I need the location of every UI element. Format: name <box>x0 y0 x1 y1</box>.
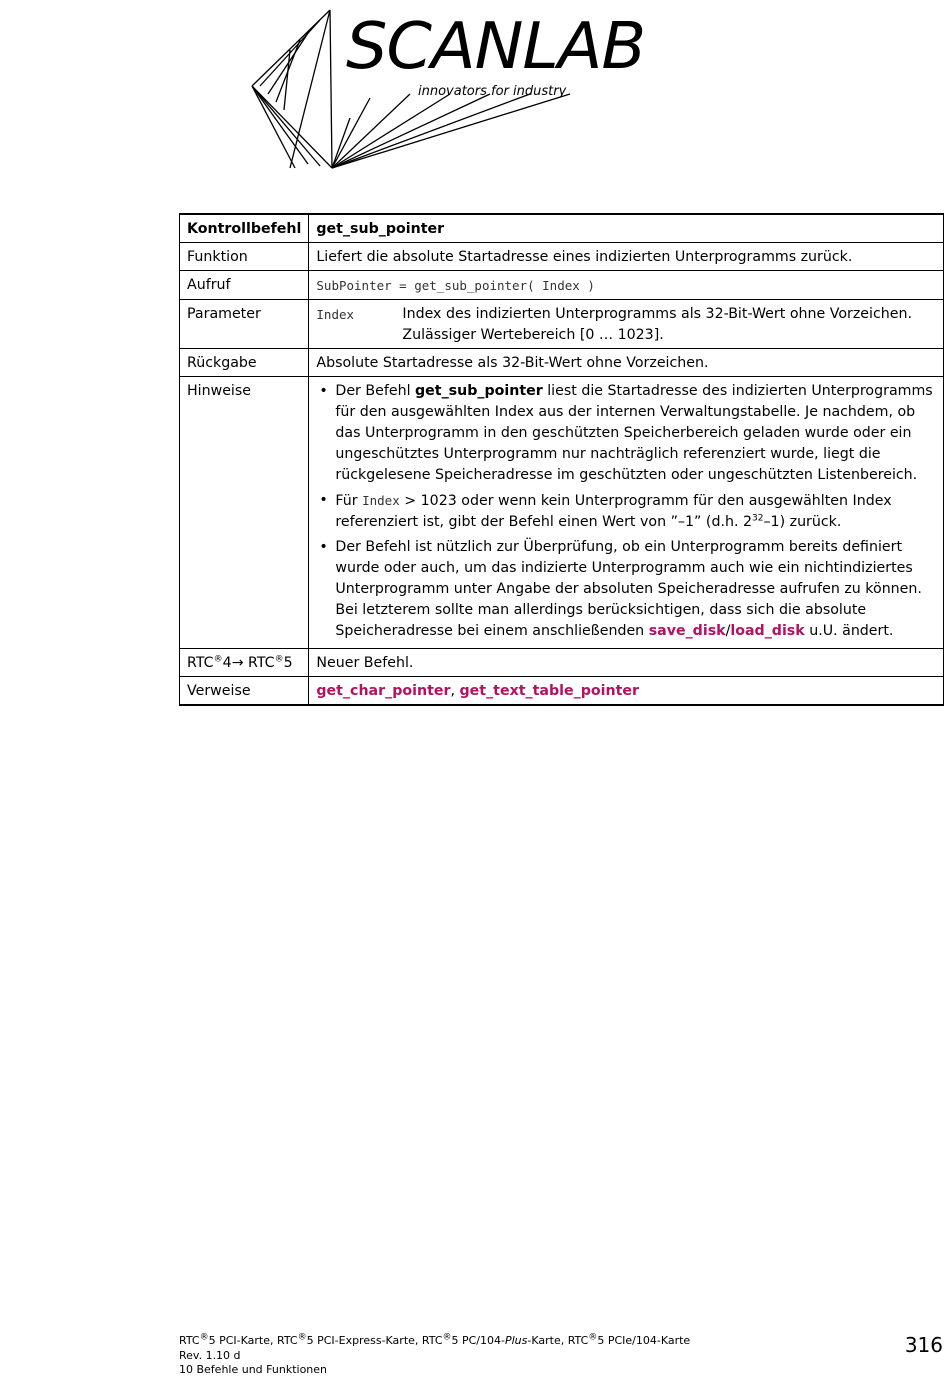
command-table <box>179 213 944 706</box>
parameter-row <box>180 300 944 349</box>
header-row <box>180 214 944 243</box>
get-char-pointer-link[interactable]: get_char_pointer <box>316 683 451 699</box>
note-2-code: Index <box>362 493 400 508</box>
hinweise-row <box>180 377 944 649</box>
note-2 <box>316 490 936 533</box>
registered-mark: ® <box>199 1332 209 1343</box>
registered-mark: ® <box>274 654 284 665</box>
load-disk-link[interactable]: load_disk <box>730 623 805 639</box>
note-3-text: Der Befehl ist nützlich zur Überprüfung, ob ein Unterprogramm bereits definiert wurde oder auch, um das indizierte Unterprogramm auch wie ein nichtindiziertes Unterprogramm unter Angabe der absoluten Speicheradresse aufrufen zu können. Bei letzterem sollte man allerdings berücksichtigen, dass sich die absolute Speicheradresse bei einem anschließenden <box>335 539 922 639</box>
footer-text: 5 PCI-Express-Karte, RTC <box>306 1334 443 1347</box>
note-2-exponent: 32 <box>752 513 764 524</box>
note-3-separator: / <box>725 623 731 639</box>
rueckgabe-label: Rückgabe <box>180 349 309 377</box>
hinweise-list <box>316 381 936 642</box>
footer-text-italic: Plus <box>504 1334 528 1347</box>
rtc-value: Neuer Befehl. <box>309 649 944 677</box>
aufruf-label: Aufruf <box>180 271 309 300</box>
footer-revision: Rev. 1.10 d <box>179 1348 241 1362</box>
registered-mark: ® <box>213 654 223 665</box>
rtc-label-c: 5 <box>283 655 293 671</box>
footer-text: RTC <box>179 1334 200 1347</box>
parameter-label: Parameter <box>180 300 309 349</box>
parameter-name: Index <box>316 307 355 322</box>
funktion-label: Funktion <box>180 243 309 271</box>
page-footer <box>179 1334 690 1378</box>
footer-text: 5 PCIe/104-Karte <box>597 1334 691 1347</box>
registered-mark: ® <box>297 1332 307 1343</box>
note-3-text-end: u.U. ändert. <box>804 623 894 639</box>
rtc-label <box>180 649 309 677</box>
note-1-command: get_sub_pointer <box>415 383 543 399</box>
verweise-label: Verweise <box>180 677 309 706</box>
funktion-value: Liefert die absolute Startadresse eines indizierten Unterprogramms zurück. <box>309 243 944 271</box>
aufruf-code: SubPointer = get_sub_pointer( Index ) <box>316 278 595 293</box>
note-2-text-end: –1) zurück. <box>763 514 842 530</box>
footer-text: -Karte, RTC <box>527 1334 589 1347</box>
rueckgabe-row <box>180 349 944 377</box>
note-2-text-mid: > 1023 oder wenn kein Unterprogramm für den ausgewählten Index referenziert ist, gibt der Befehl einen Wert von ”–1” (d.h. 2 <box>335 493 892 530</box>
parameter-desc-2: Zulässiger Wertebereich [0 … 1023]. <box>402 327 664 343</box>
verweise-row <box>180 677 944 706</box>
get-text-table-pointer-link[interactable]: get_text_table_pointer <box>459 683 639 699</box>
funktion-row <box>180 243 944 271</box>
hinweise-label: Hinweise <box>180 377 309 649</box>
note-2-text: Für <box>335 493 363 509</box>
header-label: Kontrollbefehl <box>180 214 309 243</box>
rtc-label-a: RTC <box>187 655 214 671</box>
logo-tagline: innovators for industry <box>418 84 567 99</box>
save-disk-link[interactable]: save_disk <box>648 623 726 639</box>
aufruf-row <box>180 271 944 300</box>
rtc-row <box>180 649 944 677</box>
parameter-desc-1: Index des indizierten Unterprogramms als 32-Bit-Wert ohne Vorzeichen. <box>402 306 912 322</box>
note-1-text: Der Befehl <box>335 383 416 399</box>
command-name: get_sub_pointer <box>309 214 944 243</box>
rueckgabe-value: Absolute Startadresse als 32-Bit-Wert ohne Vorzeichen. <box>309 349 944 377</box>
footer-text: 5 PCI-Karte, RTC <box>208 1334 298 1347</box>
registered-mark: ® <box>442 1332 452 1343</box>
footer-chapter: 10 Befehle und Funktionen <box>179 1363 328 1376</box>
footer-text: 5 PC/104- <box>451 1334 505 1347</box>
page-number: 316 <box>904 1333 943 1357</box>
note-1-text-rest: liest die Startadresse des indizierten Unterprogramms für den ausgewählten Index aus der internen Verwaltungstabelle. Je nachdem, ob das Unterprogramm in den geschützten Speicherbereich geladen wurde oder ein ungeschütztes Unterprogramm nur nachträglich referenziert wurde, liegt die rückgelesene Speicheradresse im geschützten oder ungeschützten Listenbereich. <box>335 383 933 483</box>
logo-brand-text: SCANLAB <box>346 10 646 84</box>
note-1 <box>316 381 936 486</box>
registered-mark: ® <box>588 1332 598 1343</box>
note-3 <box>316 537 936 642</box>
rtc-label-b: 4→ RTC <box>222 655 275 671</box>
footer-product-line <box>179 1334 690 1349</box>
verweise-separator: , <box>450 683 460 699</box>
